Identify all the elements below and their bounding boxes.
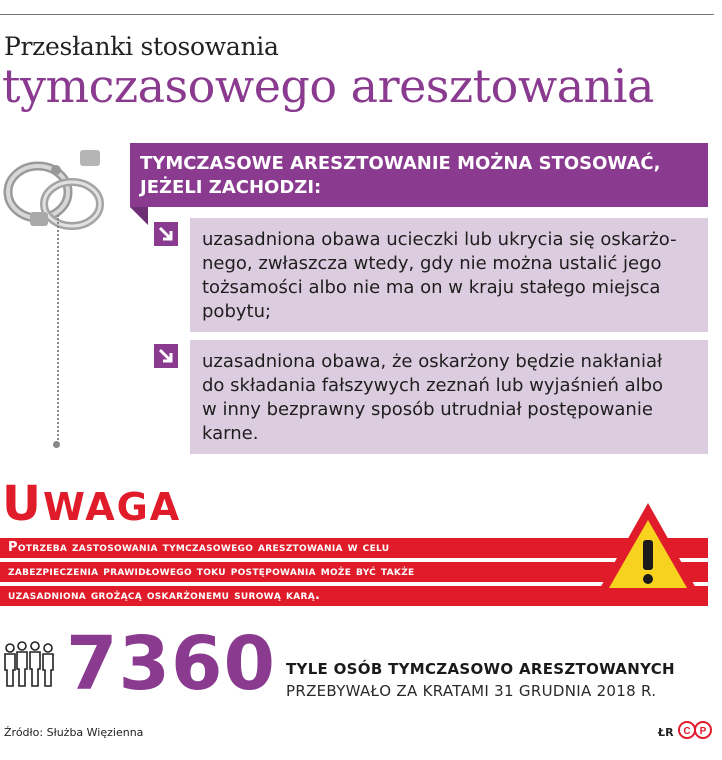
- condition-line: nego, zwłaszcza wtedy, gdy nie można ustalić jego: [202, 253, 662, 274]
- conditions-heading: [130, 143, 708, 207]
- source-note: Źródło: Służba Więzienna: [4, 726, 144, 739]
- connector-dot: [53, 441, 60, 448]
- heading-fold: [130, 207, 148, 225]
- stat-caption-line2: PRZEBYWAŁO ZA KRATAMI 31 GRUDNIA 2018 R.: [286, 682, 657, 700]
- stat-value: 7360: [66, 621, 276, 707]
- condition-item: [190, 218, 708, 332]
- page-title: tymczasowego aresztowania: [2, 59, 654, 113]
- warning-label: [2, 476, 181, 535]
- svg-text:C: C: [683, 726, 691, 737]
- handcuffs-icon: [0, 140, 110, 250]
- warning-line: Potrzeba zastosowania tymczasowego aresztowania w celu: [0, 538, 708, 558]
- connector-line: [57, 215, 59, 440]
- page-subtitle: Przesłanki stosowania: [4, 32, 279, 61]
- warning-line: uzasadniona grożącą oskarżonemu surową karą.: [0, 586, 708, 606]
- arrow-down-right-icon: [154, 222, 178, 246]
- warning-label-first: U: [2, 476, 43, 532]
- warning-triangle-icon: [592, 500, 704, 600]
- author-credit: ŁR: [658, 726, 674, 739]
- condition-item: [190, 340, 708, 454]
- condition-line: do składania fałszywych zeznań lub wyjaśnień albo: [202, 375, 664, 396]
- condition-line: uzasadniona obawa, że oskarżony będzie nakłaniał: [202, 351, 663, 372]
- condition-line: uzasadniona obawa ucieczki lub ukrycia się oskarżo-: [202, 229, 677, 250]
- condition-line: tożsamości albo nie ma on w kraju stałego miejsca: [202, 277, 661, 298]
- warning-line: zabezpieczenia prawidłowego toku postępowania może być także: [0, 562, 708, 582]
- condition-line: karne.: [202, 423, 259, 444]
- condition-line: pobytu;: [202, 301, 272, 322]
- conditions-heading-line2: JEŻELI ZACHODZI:: [140, 177, 322, 198]
- top-divider: [0, 14, 714, 15]
- warning-label-rest: WAGA: [42, 485, 182, 529]
- conditions-heading-line1: TYMCZASOWE ARESZTOWANIE MOŻNA STOSOWAĆ,: [140, 153, 661, 174]
- arrow-down-right-icon: [154, 344, 178, 368]
- svg-text:P: P: [699, 726, 707, 737]
- stat-caption-line1: TYLE OSÓB TYMCZASOWO ARESZTOWANYCH: [286, 660, 675, 678]
- condition-line: w inny bezprawny sposób utrudniał postępowanie: [202, 399, 653, 420]
- people-icon: [2, 640, 58, 690]
- cp-logo: [678, 720, 712, 740]
